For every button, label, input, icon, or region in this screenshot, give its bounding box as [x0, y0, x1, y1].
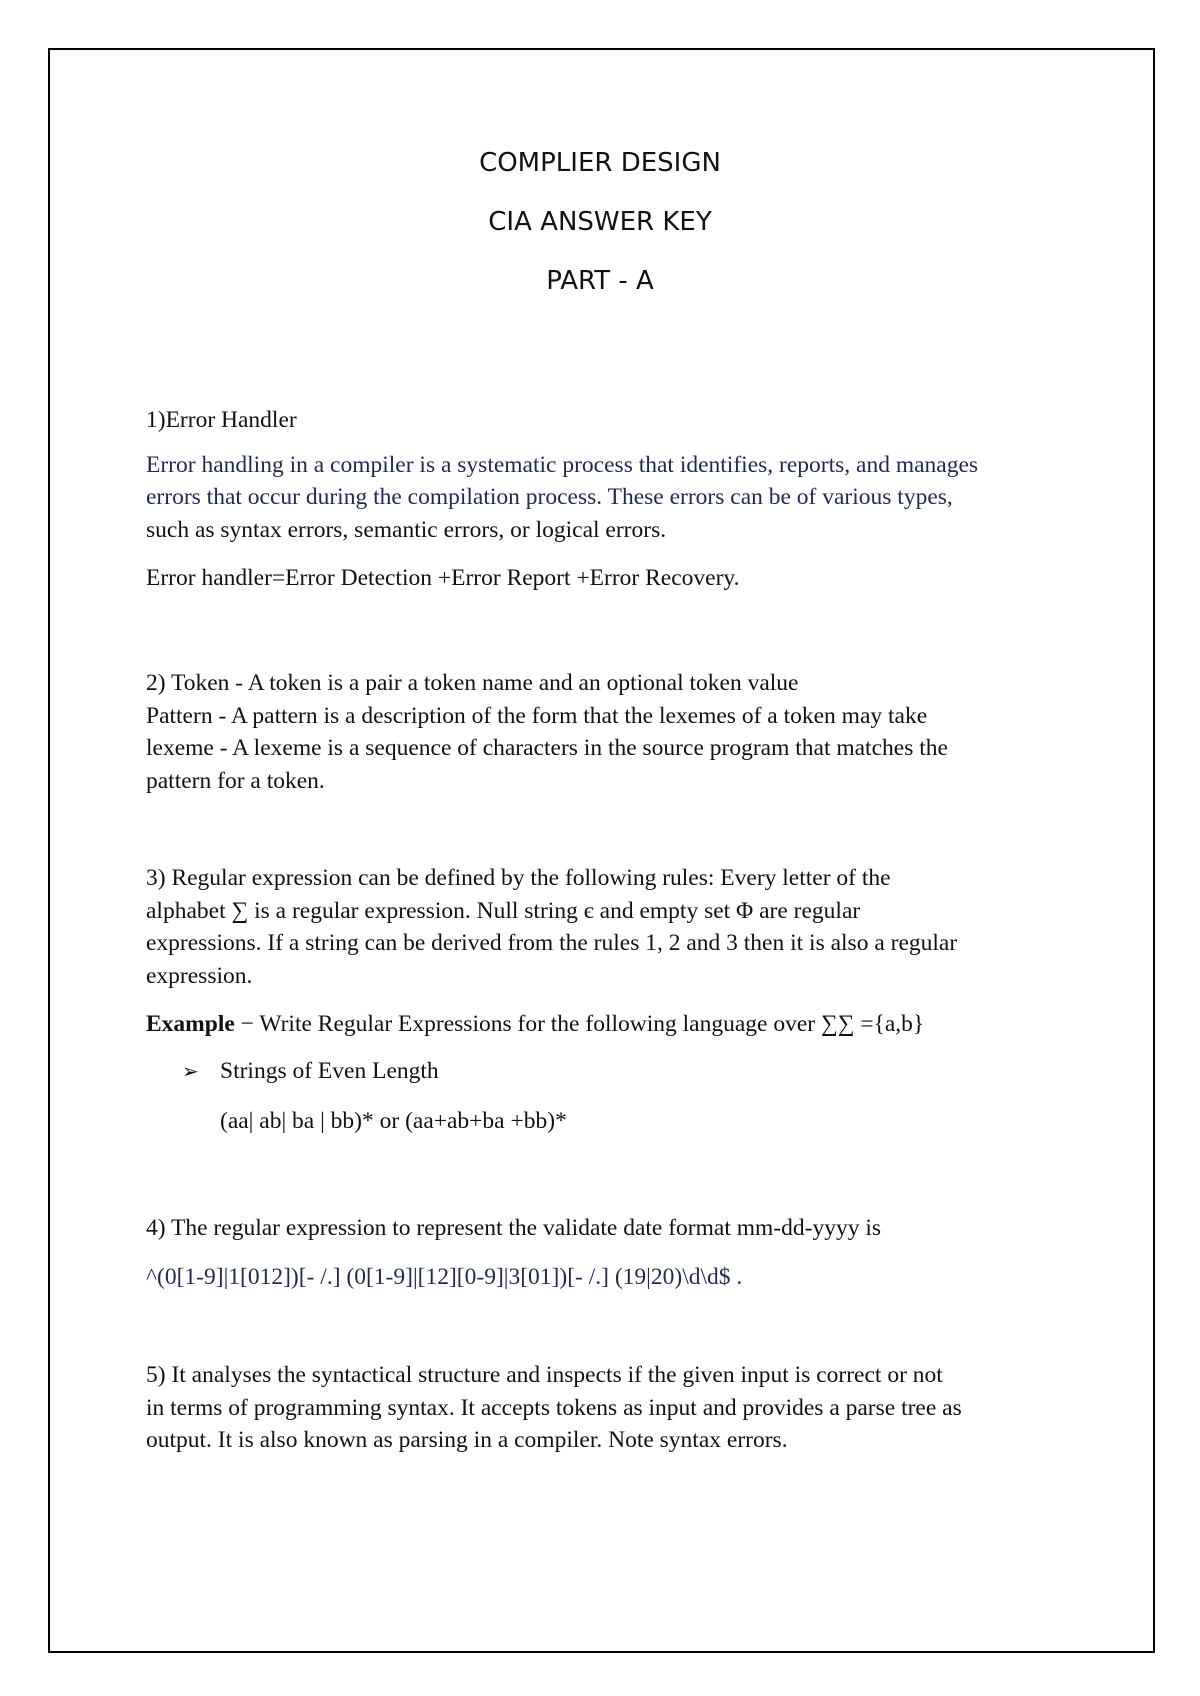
part-label: PART - A: [546, 266, 654, 296]
document-subtitle: CIA ANSWER KEY: [488, 207, 712, 237]
q5-section: [146, 1359, 1066, 1457]
q3-line: expression.: [146, 962, 253, 989]
header-block: [0, 148, 1200, 325]
q3-line: 3) Regular expression can be defined by the following rules: Every letter of the: [146, 865, 891, 891]
q2-line: Pattern - A pattern is a description of the form that the lexemes of a token may take: [146, 702, 928, 729]
q1-heading: 1)Error Handler: [146, 407, 297, 433]
q3-example: [146, 1008, 1066, 1041]
q2-line: pattern for a token.: [146, 767, 325, 794]
example-label: Example: [146, 1011, 235, 1037]
q3-section: [146, 862, 1066, 1041]
arrow-bullet-icon: ➢: [182, 1061, 199, 1083]
q2-line: lexeme - A lexeme is a sequence of characters in the source program that matches the: [146, 735, 948, 761]
q1-paragraph-line: Error handling in a compiler is a systematic process that identifies, reports, and manages: [146, 451, 979, 478]
q1-paragraph-line: errors that occur during the compilation process. These errors can be of various types,: [146, 484, 953, 510]
q5-line: output. It is also known as parsing in a compiler. Note syntax errors.: [146, 1427, 788, 1453]
q2-section: [146, 667, 1066, 797]
q3-line: alphabet ∑ is a regular expression. Null string є and empty set Φ are regular: [146, 897, 861, 924]
q1-section: [146, 404, 1066, 595]
bullet-text: Strings of Even Length: [220, 1058, 439, 1084]
q4-regex: ^(0[1-9]|1[012])[- /.] (0[1-9]|[12][0-9]|3[01])[- /.] (19|20)\d\d$ .: [146, 1263, 743, 1290]
document-title: COMPLIER DESIGN: [479, 148, 721, 178]
q4-section: [146, 1212, 1066, 1293]
q5-line: 5) It analyses the syntactical structure and inspects if the given input is correct or not: [146, 1362, 943, 1388]
q1-paragraph-line: such as syntax errors, semantic errors, or logical errors.: [146, 516, 667, 543]
q1-formula: Error handler=Error Detection +Error Report +Error Recovery.: [146, 565, 740, 591]
example-text: − Write Regular Expressions for the following language over ∑∑ ={a,b}: [234, 1011, 925, 1037]
q3-line: expressions. If a string can be derived from the rules 1, 2 and 3 then it is also a regular: [146, 930, 958, 956]
q2-line: 2) Token - A token is a pair a token name and an optional token value: [146, 670, 799, 696]
q3-answer: (aa| ab| ba | bb)* or (aa+ab+ba +bb)*: [220, 1108, 567, 1134]
bullet-item: [182, 1058, 439, 1085]
q4-line: 4) The regular expression to represent the validate date format mm-dd-yyyy is: [146, 1215, 882, 1241]
q5-line: in terms of programming syntax. It accepts tokens as input and provides a parse tree as: [146, 1394, 962, 1421]
